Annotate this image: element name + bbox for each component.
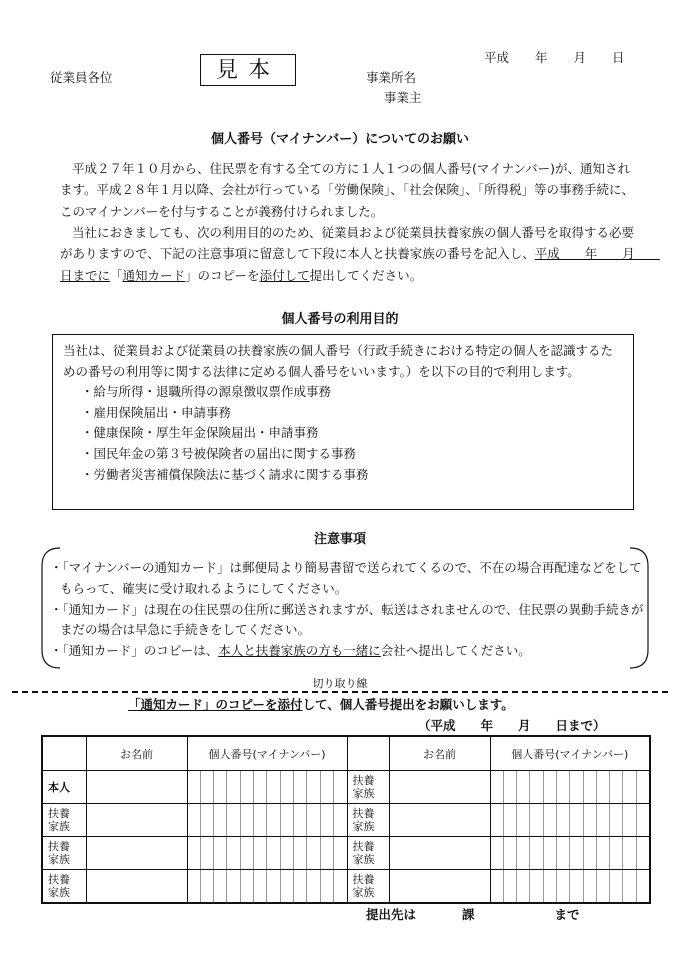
number-field[interactable] <box>187 870 347 904</box>
note-item: ・「通知カード」のコピーは、本人と扶養家族の方も一緒に会社へ提出してください。 <box>50 643 531 659</box>
name-field[interactable] <box>86 870 187 904</box>
request-deadline: 平成 年 月 日までに <box>60 246 660 283</box>
name-field[interactable] <box>389 771 490 804</box>
intro-paragraph-1: 平成２７年１０月から、住民票を有する全ての方に１人１つの個人番号(マイナンバー)が、通知されます。平成２８年１月以降、会社が行っている「労働保険」、「社会保険」、「所得税」等の事務手続に、このマイナンバーを付与することが義務付けられました。 <box>60 161 635 219</box>
name-field[interactable] <box>389 804 490 837</box>
name-field[interactable] <box>86 837 187 870</box>
submit-instruction: 「通知カード」のコピーを添付して、個人番号提出をお願いします。 <box>128 697 514 712</box>
date-year: 年 <box>535 50 548 65</box>
table-row <box>42 804 650 837</box>
cut-line <box>12 691 668 693</box>
purpose-title: 個人番号の利用目的 <box>281 312 399 327</box>
dependent-label: 扶養 家族 <box>347 804 389 837</box>
notice-card-ref: 通知カード <box>122 267 186 283</box>
purpose-item: ・給与所得・退職所得の源泉徴収票作成事務 <box>81 384 332 400</box>
number-field[interactable] <box>490 837 650 870</box>
cut-line-label: 切り取り線 <box>312 677 368 690</box>
attach-ref: 添付して <box>259 267 310 283</box>
col-number-header: 個人番号(マイナンバー) <box>187 736 347 771</box>
purpose-item: ・雇用保険届出・申請事務 <box>81 404 232 420</box>
purpose-intro: 当社は、従業員および従業員の扶養家族の個人番号（行政手続きにおける特定の個人を認識するための番号の利用等に関する法律に定める個人番号をいいます。）を以下の目的で利用します。 <box>63 343 614 379</box>
table-row <box>42 837 650 870</box>
intro-paragraph-2: 当社におきましても、次の利用目的のため、従業員および従業員扶養家族の個人番号を取得する必要がありますので、下記の注意事項に留意して下段に本人と扶養家族の番号を記入し、平成 年 月 日までに「通知カード」のコピーを添付して提出してください。 <box>60 225 660 283</box>
office-name-label: 事業所名 <box>366 70 417 85</box>
date-month: 月 <box>573 50 587 65</box>
notes-title: 注意事項 <box>313 532 366 547</box>
note-item: ・「マイナンバーの通知カード」は郵便局より簡易書留で送られてくるので、不在の場合再配達などをしてもらって、確実に受け取れるようにしてください。 <box>50 560 642 596</box>
submit-deadline: （平成 年 月 日まで） <box>418 718 606 733</box>
dependent-label: 扶養 家族 <box>347 870 389 904</box>
dependent-label: 扶養 家族 <box>42 804 86 837</box>
name-field[interactable] <box>389 870 490 904</box>
dependent-label: 扶養 家族 <box>42 870 86 904</box>
note-item: ・「通知カード」は現在の住民票の住所に郵送されますが、転送はされませんので、住民票の異動手続きがまだの場合は早急に手続きをしてください。 <box>50 601 644 638</box>
purpose-item: ・労働者災害補償保険法に基づく請求に関する事務 <box>81 466 369 482</box>
purpose-item: ・健康保険・厚生年金保険届出・申請事務 <box>81 425 319 441</box>
purpose-item: ・国民年金の第３号被保険者の届出に関する事務 <box>81 445 357 461</box>
recipient: 従業員各位 <box>50 70 113 85</box>
col-name-header: お名前 <box>86 736 187 771</box>
number-field[interactable] <box>490 771 650 804</box>
number-field[interactable] <box>187 771 347 804</box>
request-title: 個人番号（マイナンバー）についてのお願い <box>211 132 469 147</box>
date-day: 日 <box>612 50 625 65</box>
self-label: 本人 <box>42 771 86 804</box>
dependent-label: 扶養 家族 <box>347 837 389 870</box>
col-name-header: お名前 <box>389 736 490 771</box>
dependent-label: 扶養 家族 <box>347 771 389 804</box>
date-era: 平成 <box>484 50 510 65</box>
purpose-box <box>52 334 634 510</box>
table-header-row <box>42 736 650 771</box>
number-field[interactable] <box>187 837 347 870</box>
table-row <box>42 771 650 804</box>
table-row <box>42 870 650 904</box>
purpose-list <box>63 382 623 485</box>
sample-stamp: 見本 <box>200 54 296 86</box>
my-number-form-table <box>41 735 651 904</box>
name-field[interactable] <box>86 804 187 837</box>
employer-label: 事業主 <box>384 90 422 105</box>
dependent-label: 扶養 家族 <box>42 837 86 870</box>
number-field[interactable] <box>187 804 347 837</box>
date-line <box>484 48 651 66</box>
col-number-header: 個人番号(マイナンバー) <box>490 736 650 771</box>
notes-list <box>50 558 650 662</box>
name-field[interactable] <box>86 771 187 804</box>
number-field[interactable] <box>490 870 650 904</box>
number-field[interactable] <box>490 804 650 837</box>
submission-destination: 提出先は 課 まで <box>366 907 580 922</box>
name-field[interactable] <box>389 837 490 870</box>
